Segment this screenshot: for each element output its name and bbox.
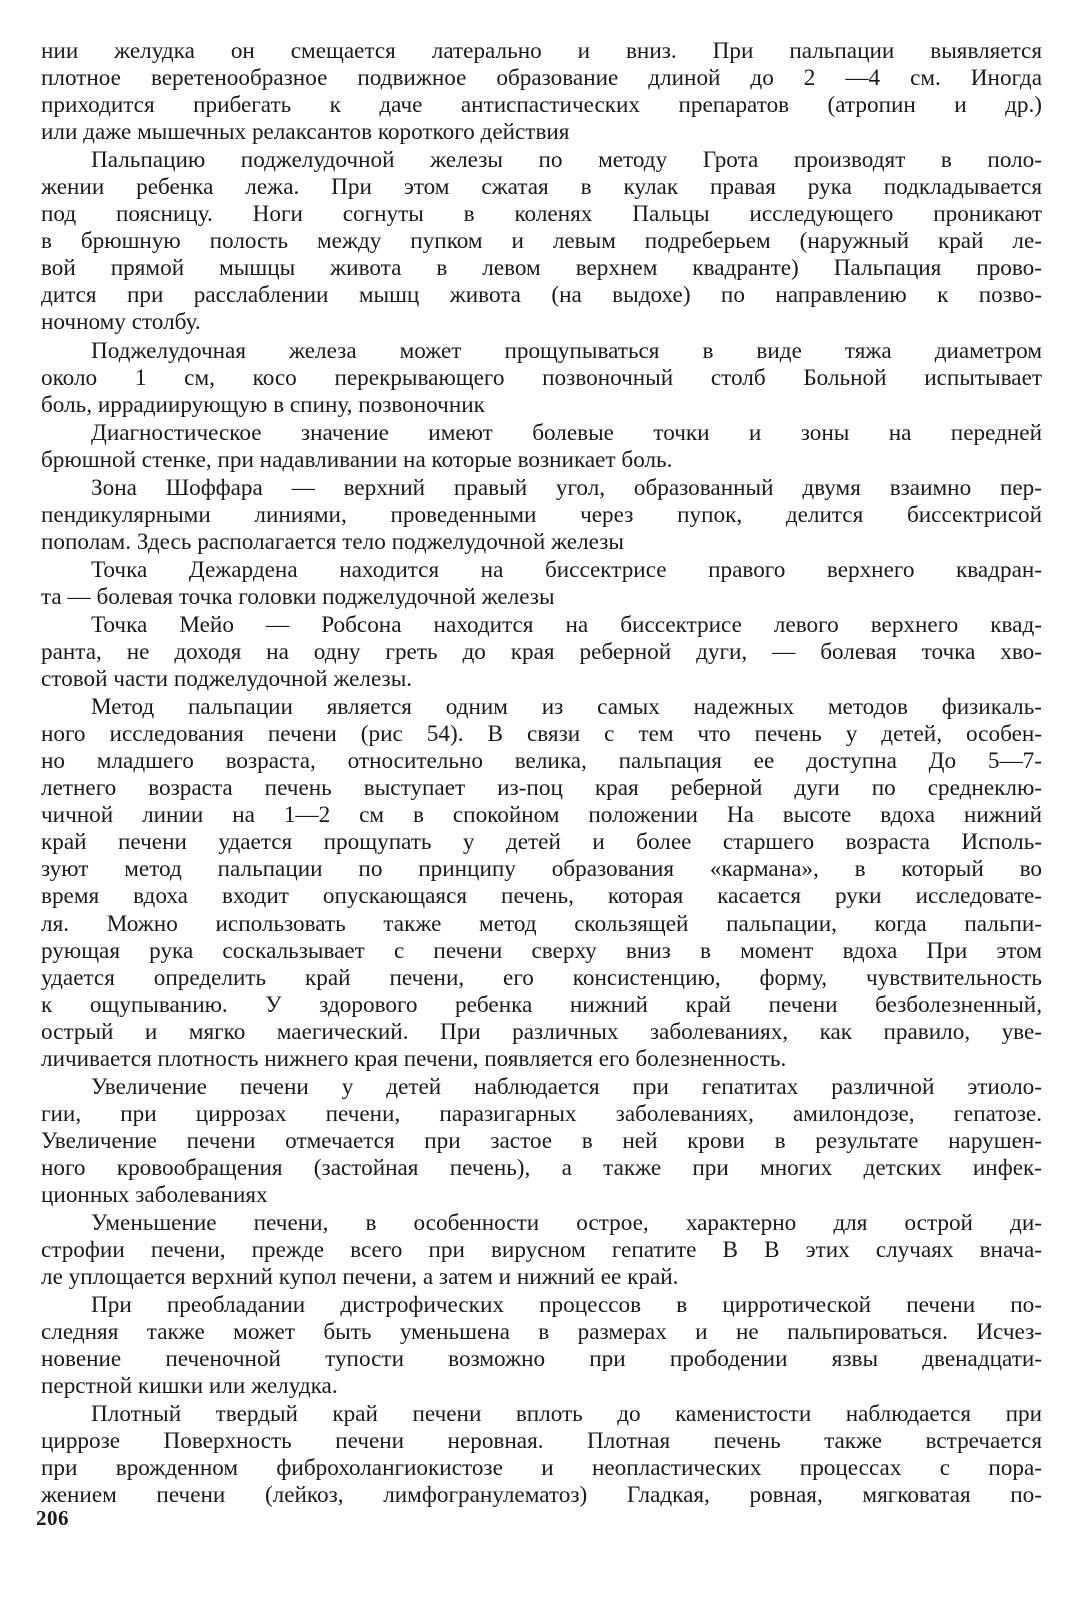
text-line: личивается плотность нижнего края печени, появляется его болезненность. xyxy=(41,1045,787,1072)
text-line: гии, при циррозах печени, паразигарных заболеваниях, амилондозе, гепатозе. xyxy=(41,1100,1042,1127)
text-line: вой прямой мышцы живота в левом верхнем квадранте) Пальпация прово- xyxy=(41,255,1042,282)
text-line: ля. Можно использовать также метод скользящей пальпации, когда пальпи- xyxy=(41,910,1042,937)
paragraph xyxy=(41,1074,1042,1209)
text-line: Точка Дежардена находится на биссектрисе правого верхнего квадран- xyxy=(91,556,1042,583)
text-line: удается определить край печени, его консистенцию, форму, чувствительность xyxy=(41,964,1042,991)
text-line: жении ребенка лежа. При этом сжатая в кулак правая рука подкладывается xyxy=(41,174,1042,201)
text-line: к ощупыванию. У здорового ребенка нижний край печени безболезненный, xyxy=(41,991,1042,1018)
paragraph xyxy=(41,38,1042,146)
text-line: нии желудка он смещается латерально и вниз. При пальпации выявляется xyxy=(41,38,1042,64)
text-line: Зона Шоффара — верхний правый угол, образованный двумя взаимно пер- xyxy=(91,474,1042,501)
text-line: стовой части поджелудочной железы. xyxy=(41,666,413,693)
text-line: При преобладании дистрофических процессов в цирротической печени по- xyxy=(91,1292,1042,1319)
paragraph xyxy=(41,1292,1042,1400)
text-line: при врожденном фиброхолангиокистозе и неопластических процессах с пора- xyxy=(41,1455,1042,1482)
text-line: плотное веретенообразное подвижное образование длиной до 2 —4 см. Иногда xyxy=(41,65,1042,92)
body-text xyxy=(41,38,1042,1510)
text-line: Плотный твердый край печени вплоть до каменистости наблюдается при xyxy=(91,1401,1042,1428)
text-line: та — болевая точка головки поджелудочной железы xyxy=(41,583,555,610)
paragraph xyxy=(41,338,1042,419)
text-line: ционных заболеваниях xyxy=(41,1181,268,1208)
text-line: жением печени (лейкоз, лимфогранулематоз) Гладкая, ровная, мягковатая по- xyxy=(41,1482,1042,1509)
text-line: под поясницу. Ноги согнуты в коленях Пальцы исследующего проникают xyxy=(41,201,1042,228)
text-line: Диагностическое значение имеют болевые точки и зоны на передней xyxy=(91,419,1042,446)
text-line: строфии печени, прежде всего при вирусном гепатите В В этих случаях внача- xyxy=(41,1237,1042,1264)
text-line: новение печеночной тупости возможно при прободении язвы двенадцати- xyxy=(41,1346,1042,1373)
text-line: ного исследования печени (рис 54). В связи с тем что печень у детей, особен- xyxy=(41,721,1042,748)
text-line: Увеличение печени у детей наблюдается при гепатитах различной этиоло- xyxy=(91,1073,1042,1100)
paragraph xyxy=(41,612,1042,693)
text-line: ле уплощается верхний купол печени, а затем и нижний ее край. xyxy=(41,1264,679,1291)
paragraph xyxy=(41,1210,1042,1291)
text-line: следняя также может быть уменьшена в размерах и не пальпироваться. Исчез- xyxy=(41,1319,1042,1346)
text-line: время вдоха входит опускающаяся печень, которая касается руки исследовате- xyxy=(41,883,1042,910)
text-line: край печени удается прощупать у детей и более старшего возраста Исполь- xyxy=(41,829,1042,856)
text-line: острый и мягко маегический. При различных заболеваниях, как правило, уве- xyxy=(41,1018,1042,1045)
paragraph xyxy=(41,557,1042,611)
text-line: Метод пальпации является одним из самых надежных методов физикаль- xyxy=(91,694,1042,721)
text-line: дится при расслаблении мышц живота (на выдохе) по направлению к позво- xyxy=(41,282,1042,309)
text-line: или даже мышечных релаксантов короткого действия xyxy=(41,119,570,146)
text-line: пополам. Здесь располагается тело поджелудочной железы xyxy=(41,528,624,555)
paragraph xyxy=(41,147,1042,336)
text-line: пендикулярными линиями, проведенными через пупок, делится биссектрисой xyxy=(41,501,1042,528)
text-line: ночному столбу. xyxy=(41,309,201,336)
text-line: боль, иррадиирующую в спину, позвоночник xyxy=(41,391,485,418)
text-line: перстной кишки или желудка. xyxy=(41,1373,338,1400)
text-line: ранта, не доходя на одну греть до края реберной дуги, — болевая точка хво- xyxy=(41,639,1042,666)
paragraph xyxy=(41,694,1042,1073)
text-line: Поджелудочная железа может прощупываться в виде тяжа диаметром xyxy=(91,337,1042,364)
text-line: рующая рука соскальзывает с печени сверху вниз в момент вдоха При этом xyxy=(41,937,1042,964)
text-line: чичной линии на 1—2 см в спокойном положении На высоте вдоха нижний xyxy=(41,802,1042,829)
text-line: Точка Мейо — Робсона находится на биссектрисе левого верхнего квад- xyxy=(91,611,1042,638)
text-line: около 1 см, косо перекрывающего позвоночный столб Больной испытывает xyxy=(41,364,1042,391)
page-number: 206 xyxy=(36,1506,69,1530)
text-line: приходится прибегать к даче антиспастических препаратов (атропин и др.) xyxy=(41,92,1042,119)
text-line: циррозе Поверхность печени неровная. Плотная печень также встречается xyxy=(41,1428,1042,1455)
paragraph xyxy=(41,1401,1042,1509)
text-line: Пальпацию поджелудочной железы по методу Грота производят в поло- xyxy=(91,147,1042,174)
paragraph xyxy=(41,475,1042,556)
text-line: зуют метод пальпации по принципу образования «кармана», в который во xyxy=(41,856,1042,883)
text-line: летнего возраста печень выступает из-поц края реберной дуги по среднеклю- xyxy=(41,775,1042,802)
text-line: но младшего возраста, относительно велика, пальпация ее доступна До 5—7- xyxy=(41,748,1042,775)
text-line: ного кровообращения (застойная печень), а также при многих детских инфек- xyxy=(41,1154,1042,1181)
text-line: в брюшную полость между пупком и левым подреберьем (наружный край ле- xyxy=(41,228,1042,255)
text-line: Уменьшение печени, в особенности острое, характерно для острой ди- xyxy=(91,1210,1042,1237)
text-line: Увеличение печени отмечается при застое в ней крови в результате нарушен- xyxy=(41,1127,1042,1154)
paragraph xyxy=(41,420,1042,474)
text-line: брюшной стенке, при надавливании на которые возникает боль. xyxy=(41,446,673,473)
